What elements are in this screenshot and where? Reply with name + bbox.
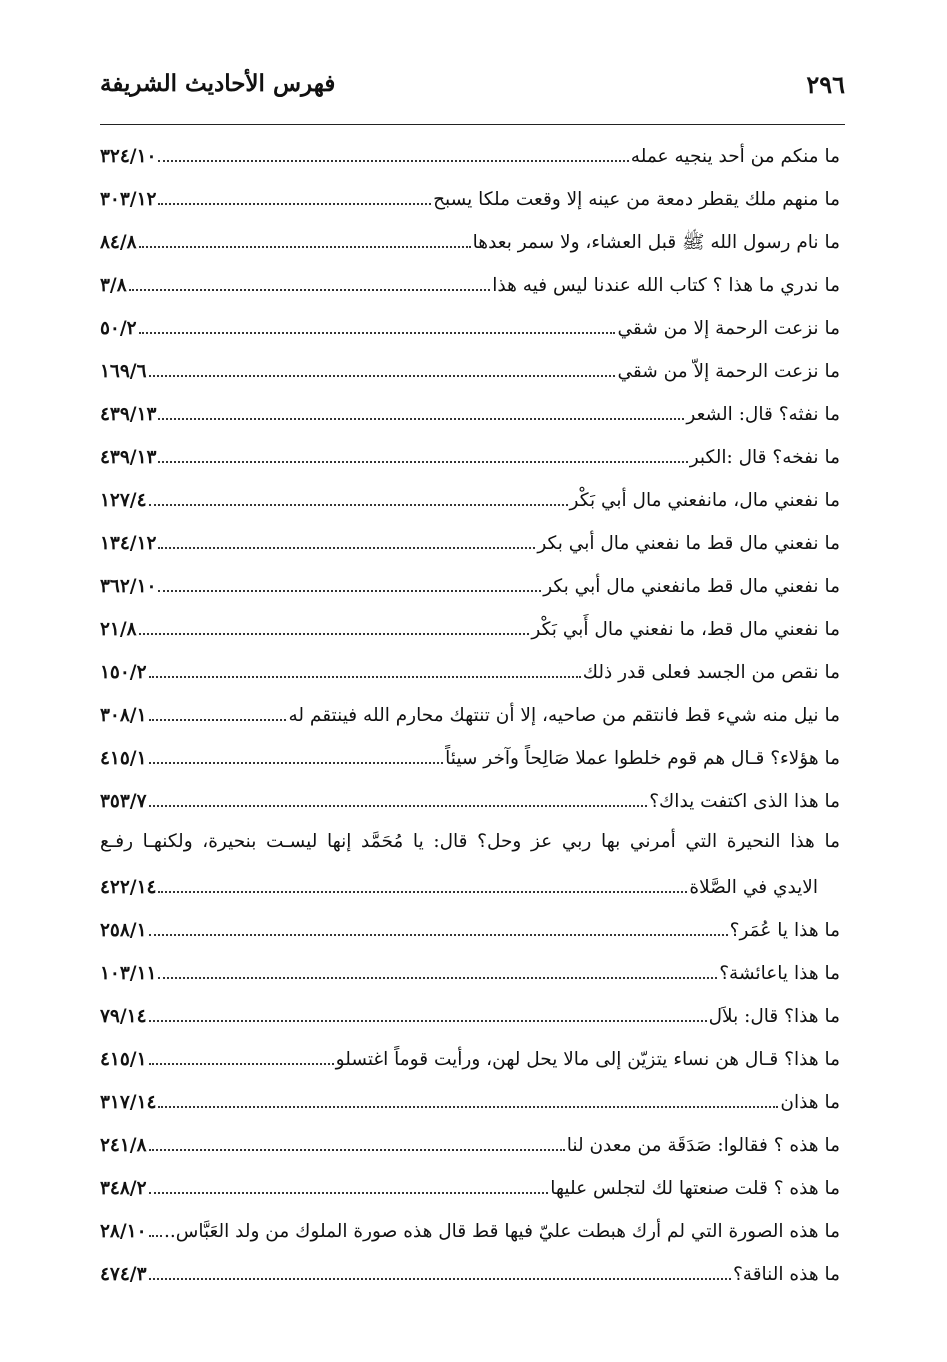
leader-dots xyxy=(149,1132,565,1151)
entry-text: ما نفعني مال قط، ما نفعني مال أَبي بَكْر xyxy=(531,618,840,640)
leader-dots xyxy=(158,444,687,463)
entry-text: ما نزعت الرحمة إلا من شقي xyxy=(617,317,840,339)
list-item xyxy=(100,401,840,444)
leader-dots xyxy=(149,659,581,678)
list-item xyxy=(100,229,840,272)
list-item xyxy=(100,272,840,315)
entry-text: ما نفعني مال، مانفعني مال أبي بَكْر xyxy=(569,489,840,511)
leader-dots xyxy=(149,1175,549,1194)
leader-dots xyxy=(158,530,535,549)
entry-text: ما نيل منه شيء قط فانتقم من صاحيه، إلا أن تنتهك محارم الله فينتقم له xyxy=(288,704,840,726)
entry-text: ما نقص من الجسد فعلى قدر ذلك xyxy=(582,661,840,683)
leader-dots xyxy=(149,487,568,506)
entry-reference: ٤٢٢/١٤ xyxy=(100,876,157,898)
entry-reference: ١٣٤/١٢ xyxy=(100,532,157,554)
entry-text: ما هذه ؟ فقالوا: صَدَقَة من معدن لنا xyxy=(566,1134,840,1156)
entry-reference: ٣٢٤/١٠ xyxy=(100,145,157,167)
leader-dots xyxy=(158,960,717,979)
leader-dots xyxy=(149,702,287,721)
list-item xyxy=(100,1132,840,1175)
running-title: فهرس الأحاديث الشريفة xyxy=(100,70,336,97)
entry-reference: ٣/٨ xyxy=(100,274,127,296)
entry-text: ما هذا؟ قـال هن نساء يتزيّن إلى مالا يحل لهن، ورأيت قوماً اغتسلو xyxy=(335,1048,840,1070)
entry-text-line2: الايدي في الصَّلاة xyxy=(689,876,818,898)
entry-text: ما هذه الناقة؟ xyxy=(732,1263,840,1285)
entry-reference: ٣١٧/١٤ xyxy=(100,1091,157,1113)
entry-reference: ٤١٥/١ xyxy=(100,1048,147,1070)
entry-text: ما هؤلاء؟ قـال هم قوم خلطوا عملا صَالِحاً وآخر سيئاً xyxy=(445,747,840,769)
list-item xyxy=(100,573,840,616)
list-item xyxy=(100,358,840,401)
entry-reference: ١٢٧/٤ xyxy=(100,489,147,511)
entry-reference: ٢١/٨ xyxy=(100,618,137,640)
entry-reference: ٢٤١/٨ xyxy=(100,1134,147,1156)
list-item xyxy=(100,143,840,186)
entry-reference: ٧٩/١٤ xyxy=(100,1005,147,1027)
entry-reference: ١٠٣/١١ xyxy=(100,962,157,984)
entry-reference: ٤٣٩/١٣ xyxy=(100,403,157,425)
entry-reference: ٣٤٨/٢ xyxy=(100,1177,147,1199)
leader-dots xyxy=(139,616,530,635)
hadith-index-list xyxy=(100,143,840,1304)
list-item xyxy=(100,788,840,831)
leader-dots xyxy=(158,874,687,893)
list-item xyxy=(100,917,840,960)
list-item xyxy=(100,530,840,573)
entry-text: ما منكم من أحد ينجيه عمله xyxy=(630,145,840,167)
entry-text: ما نفخه؟ قال :الكبر xyxy=(689,446,840,468)
entry-text: ما هذه ؟ قلت صنعتها لك لتجلس عليها xyxy=(550,1177,840,1199)
list-item xyxy=(100,186,840,229)
list-item xyxy=(100,487,840,530)
leader-dots xyxy=(149,1218,162,1237)
entry-reference: ٥٠/٢ xyxy=(100,317,137,339)
entry-text: ما نزعت الرحمة إلاّ من شقي xyxy=(617,360,840,382)
list-item xyxy=(100,444,840,487)
entry-text: ما هذان xyxy=(780,1091,840,1113)
entry-text: ما هذا؟ قال: بلاَل xyxy=(708,1005,840,1027)
list-item xyxy=(100,960,840,1003)
leader-dots xyxy=(139,229,471,248)
entry-reference: ٣٠٨/١ xyxy=(100,704,147,726)
entry-text: ما هذا يا عُمَر؟ xyxy=(729,919,840,941)
entry-continuation xyxy=(100,874,840,917)
leader-dots xyxy=(158,186,431,205)
entry-text: ما نفعني مال قط مانفعني مال أبي بكر xyxy=(543,575,840,597)
entry-reference: ٢٥٨/١ xyxy=(100,919,147,941)
entry-reference: ٣٥٣/٧ xyxy=(100,790,147,812)
list-item-multiline xyxy=(100,831,840,917)
list-item xyxy=(100,1046,840,1089)
leader-dots xyxy=(139,315,616,334)
list-item xyxy=(100,702,840,745)
list-item xyxy=(100,1261,840,1304)
leader-dots xyxy=(149,917,728,936)
entry-text-line1: ما هذا النحيرة التي أمرني بها ربي عز وحل؟ قال: يا مُحَمَّد إنها ليسـت بنحيرة، ولكنهـا رفـع xyxy=(100,831,840,852)
leader-dots xyxy=(149,1261,731,1280)
entry-text: ما ندري ما هذا ؟ كتاب الله عندنا ليس فيه هذا xyxy=(492,274,840,296)
entry-reference: ٣٦٢/١٠ xyxy=(100,575,157,597)
entry-text: ما نفعني مال قط ما نفعني مال أبي بكر xyxy=(537,532,840,554)
entry-text: ما هذا الذى اكتفت يداك؟ xyxy=(649,790,840,812)
entry-reference: ٨٤/٨ xyxy=(100,231,137,253)
entry-text: ما هذا ياعائشة؟ xyxy=(719,962,840,984)
entry-text: ما نام رسول الله ﷺ قبل العشاء، ولا سمر بعدها xyxy=(472,231,840,253)
leader-dots xyxy=(158,401,684,420)
entry-text: ما نفثه؟ قال: الشعر xyxy=(686,403,840,425)
leader-dots xyxy=(149,358,616,377)
leader-dots xyxy=(158,1089,778,1108)
leader-dots xyxy=(158,573,541,592)
list-item xyxy=(100,1003,840,1046)
list-item xyxy=(100,745,840,788)
leader-dots xyxy=(149,1046,334,1065)
entry-reference: ٢٨/١٠ xyxy=(100,1220,147,1242)
leader-dots xyxy=(149,745,444,764)
list-item xyxy=(100,659,840,702)
page-header xyxy=(100,70,845,110)
entry-reference: ٣٠٣/١٢ xyxy=(100,188,157,210)
entry-reference: ٤٣٩/١٣ xyxy=(100,446,157,468)
entry-reference: ٤١٥/١ xyxy=(100,747,147,769)
entry-reference: ١٥٠/٢ xyxy=(100,661,147,683)
list-item xyxy=(100,616,840,659)
leader-dots xyxy=(149,1003,707,1022)
leader-dots xyxy=(158,143,628,162)
list-item xyxy=(100,1218,840,1261)
entry-text: ما منهم ملك يقطر دمعة من عينه إلا وقعت ملكا يسبح xyxy=(433,188,840,210)
list-item xyxy=(100,315,840,358)
header-rule xyxy=(100,124,845,125)
entry-reference: ١٦٩/٦ xyxy=(100,360,147,382)
entry-reference: ٤٧٤/٣ xyxy=(100,1263,147,1285)
page-number: ٢٩٦ xyxy=(806,70,845,99)
list-item xyxy=(100,1089,840,1132)
list-item xyxy=(100,1175,840,1218)
leader-dots xyxy=(129,272,491,291)
entry-text: ما هذه الصورة التي لم أرك هبطت عليّ فيها قط قال هذه صورة الملوك من ولد العَبَّاس.. xyxy=(163,1220,840,1242)
leader-dots xyxy=(149,788,648,807)
